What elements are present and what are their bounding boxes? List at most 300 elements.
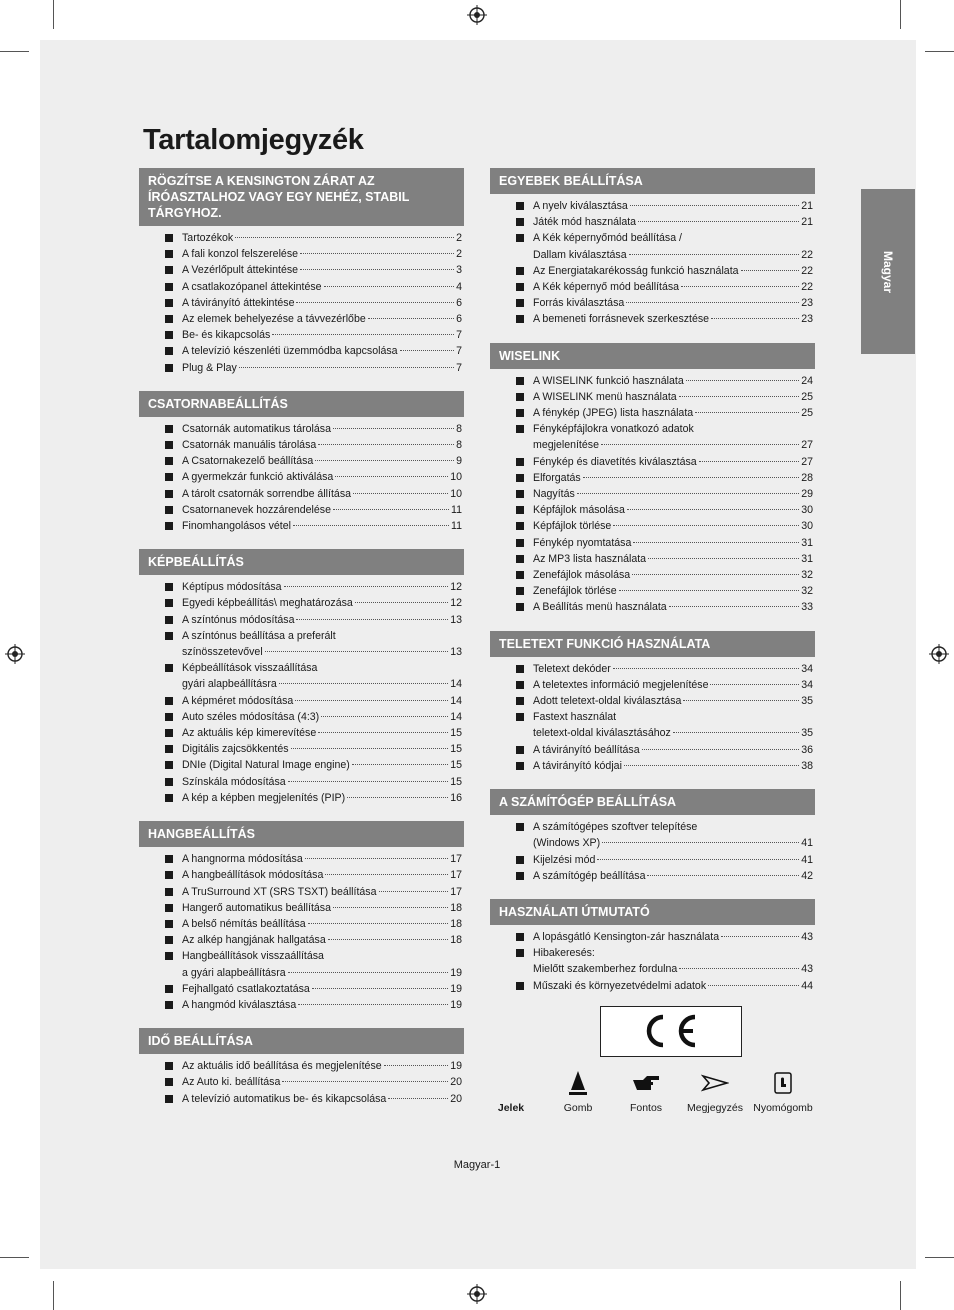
square-bullet-icon	[516, 587, 524, 595]
toc-entry[interactable]	[139, 790, 464, 806]
toc-entry-title: színösszetevővel	[182, 646, 263, 659]
dot-leader	[681, 286, 799, 287]
toc-entry-title: Műszaki és környezetvédelmi adatok	[533, 979, 707, 992]
square-bullet-icon	[165, 794, 173, 802]
toc-entry-line	[533, 311, 813, 327]
toc-page-number: 38	[801, 759, 813, 772]
square-bullet-icon	[165, 855, 173, 863]
toc-entry-line	[533, 198, 813, 214]
square-bullet-icon	[165, 713, 173, 721]
toc-entry-content	[182, 595, 462, 611]
square-bullet-icon	[516, 299, 524, 307]
toc-page-number: 13	[450, 613, 462, 626]
toc-entry[interactable]	[139, 579, 464, 595]
page-number: Magyar-1	[453, 1159, 501, 1171]
toc-entry[interactable]	[490, 373, 815, 389]
toc-entry[interactable]	[490, 486, 815, 502]
toc-entry-list	[490, 661, 815, 774]
toc-entry-line	[533, 693, 813, 709]
page-title: Tartalomjegyzék	[143, 124, 364, 156]
toc-entry[interactable]	[139, 1074, 464, 1090]
toc-entry-line	[533, 535, 813, 551]
toc-page-number: 17	[450, 869, 462, 882]
toc-entry-line	[533, 661, 813, 677]
dot-leader	[379, 891, 449, 892]
toc-entry[interactable]	[139, 453, 464, 469]
dot-leader	[347, 797, 448, 798]
toc-entry[interactable]	[139, 518, 464, 534]
toc-entry-line	[182, 486, 462, 502]
toc-entry[interactable]	[139, 437, 464, 453]
toc-entry-content	[182, 486, 462, 502]
toc-page-number: 22	[801, 248, 813, 261]
square-bullet-icon	[165, 506, 173, 514]
toc-page-number: 22	[801, 281, 813, 294]
toc-entry-line	[182, 343, 462, 359]
toc-entry[interactable]	[490, 470, 815, 486]
toc-entry[interactable]	[490, 742, 815, 758]
toc-entry-content	[533, 373, 813, 389]
square-bullet-icon	[516, 697, 524, 705]
toc-entry-line	[533, 437, 813, 453]
toc-entry-title: Be- és kikapcsolás	[182, 329, 271, 342]
dot-leader	[711, 318, 799, 319]
toc-entry-content	[182, 421, 462, 437]
toc-entry[interactable]	[490, 758, 815, 774]
square-bullet-icon	[516, 458, 524, 466]
toc-entry-content	[182, 343, 462, 359]
dot-leader	[318, 732, 448, 733]
symbol-legend-heading: Jelek	[497, 1102, 525, 1114]
toc-entry[interactable]	[139, 741, 464, 757]
toc-entry-title: Plug & Play	[182, 361, 237, 374]
toc-entry-title: Az aktuális kép kimerevítése	[182, 727, 317, 740]
toc-entry[interactable]	[490, 677, 815, 693]
toc-page-number: 18	[450, 917, 462, 930]
toc-entry-content	[182, 709, 462, 725]
dot-leader	[272, 334, 454, 335]
toc-entry[interactable]	[490, 599, 815, 615]
dot-leader	[368, 318, 454, 319]
toc-entry[interactable]	[490, 551, 815, 567]
toc-entry[interactable]	[490, 567, 815, 583]
toc-entry-title: A Beállítás menü használata	[533, 601, 667, 614]
toc-entry-content	[533, 978, 813, 994]
toc-entry-title: A WISELINK funkció használata	[533, 374, 684, 387]
toc-page-number: 27	[801, 455, 813, 468]
toc-entry-content	[533, 486, 813, 502]
dot-leader	[305, 858, 448, 859]
toc-entry-content	[182, 1058, 462, 1074]
square-bullet-icon	[516, 377, 524, 385]
toc-entry[interactable]	[139, 486, 464, 502]
toc-entry[interactable]	[490, 502, 815, 518]
registration-mark-icon	[5, 644, 25, 664]
dot-leader	[686, 380, 799, 381]
section-header: IDŐ BEÁLLÍTÁSA	[139, 1028, 464, 1054]
toc-entry-line	[533, 819, 813, 835]
toc-entry[interactable]	[490, 868, 815, 884]
toc-entry[interactable]	[490, 279, 815, 295]
toc-entry-title: Képfájlok törlése	[533, 520, 612, 533]
toc-entry[interactable]	[139, 628, 464, 660]
toc-page-number: 19	[450, 966, 462, 979]
toc-entry[interactable]	[139, 311, 464, 327]
square-bullet-icon	[165, 599, 173, 607]
dot-leader	[308, 923, 449, 924]
toc-entry-content	[533, 405, 813, 421]
toc-entry-content	[182, 916, 462, 932]
toc-entry[interactable]	[139, 262, 464, 278]
toc-entry-line	[182, 851, 462, 867]
dot-leader	[638, 221, 799, 222]
toc-entry[interactable]	[490, 852, 815, 868]
dot-leader	[324, 286, 455, 287]
toc-entry-content	[533, 852, 813, 868]
toc-entry[interactable]	[139, 1058, 464, 1074]
section-header: CSATORNABEÁLLÍTÁS	[139, 391, 464, 417]
square-bullet-icon	[165, 729, 173, 737]
section-header: EGYEBEK BEÁLLÍTÁSA	[490, 168, 815, 194]
toc-page-number: 23	[801, 313, 813, 326]
toc-entry[interactable]	[139, 279, 464, 295]
dot-leader	[613, 525, 799, 526]
square-bullet-icon	[516, 762, 524, 770]
toc-entry[interactable]	[139, 595, 464, 611]
toc-entry-line	[182, 676, 462, 692]
square-bullet-icon	[516, 234, 524, 242]
toc-entry[interactable]	[490, 978, 815, 994]
dot-leader	[597, 859, 799, 860]
toc-page-number: 29	[801, 488, 813, 501]
toc-entry-title: A bemeneti forrásnevek szerkesztése	[533, 313, 710, 326]
toc-entry[interactable]	[139, 421, 464, 437]
toc-page-number: 6	[456, 296, 462, 309]
dot-leader	[632, 574, 799, 575]
toc-page-number: 21	[801, 216, 813, 229]
square-bullet-icon	[165, 250, 173, 258]
toc-entry-content	[533, 263, 813, 279]
toc-entry[interactable]	[490, 421, 815, 453]
toc-entry[interactable]	[139, 1091, 464, 1107]
toc-entry[interactable]	[490, 389, 815, 405]
toc-entry-title: a gyári alapbeállításra	[182, 966, 286, 979]
toc-entry[interactable]	[139, 851, 464, 867]
toc-left-column	[139, 168, 464, 1122]
toc-entry-title: (Windows XP)	[533, 837, 601, 850]
toc-entry[interactable]	[139, 502, 464, 518]
square-bullet-icon	[165, 871, 173, 879]
toc-entry[interactable]	[139, 981, 464, 997]
square-bullet-icon	[165, 266, 173, 274]
crop-mark	[53, 1281, 54, 1310]
toc-entry-content	[182, 660, 462, 692]
toc-entry-content	[182, 327, 462, 343]
toc-entry[interactable]	[490, 945, 815, 977]
toc-entry-line	[182, 230, 462, 246]
toc-entry[interactable]	[490, 819, 815, 851]
symbol-push-button	[750, 1068, 816, 1114]
toc-entry-content	[182, 948, 462, 980]
square-bullet-icon	[516, 665, 524, 673]
dot-leader	[630, 205, 799, 206]
toc-entry[interactable]	[139, 884, 464, 900]
dot-leader	[335, 476, 448, 477]
symbol-label: Nyomógomb	[753, 1102, 813, 1114]
toc-entry-content	[533, 567, 813, 583]
toc-entry-content	[533, 279, 813, 295]
toc-entry[interactable]	[490, 214, 815, 230]
toc-page-number: 12	[450, 597, 462, 610]
toc-entry[interactable]	[490, 311, 815, 327]
toc-entry-content	[533, 518, 813, 534]
dot-leader	[626, 302, 799, 303]
toc-entry[interactable]	[139, 709, 464, 725]
square-bullet-icon	[516, 474, 524, 482]
square-bullet-icon	[165, 985, 173, 993]
toc-entry-title: A WISELINK menü használata	[533, 390, 677, 403]
toc-entry-title: A televízió készenléti üzemmódba kapcsolása	[182, 345, 398, 358]
toc-entry-title: A színtónus módosítása	[182, 613, 295, 626]
toc-entry[interactable]	[139, 660, 464, 692]
toc-entry-content	[533, 295, 813, 311]
toc-entry-content	[182, 311, 462, 327]
toc-entry-title: Teletext dekóder	[533, 662, 611, 675]
square-bullet-icon	[516, 425, 524, 433]
square-bullet-icon	[516, 490, 524, 498]
push-button-icon	[773, 1071, 793, 1095]
toc-entry-title: A távirányító kódjai	[533, 759, 622, 772]
toc-entry-line	[182, 518, 462, 534]
toc-page-number: 43	[801, 963, 813, 976]
toc-entry-line	[182, 997, 462, 1013]
square-bullet-icon	[165, 457, 173, 465]
toc-entry-title: Elforgatás	[533, 471, 581, 484]
toc-entry-line	[533, 486, 813, 502]
toc-page-number: 35	[801, 727, 813, 740]
toc-entry-line	[533, 868, 813, 884]
toc-entry-content	[533, 677, 813, 693]
toc-page-number: 3	[456, 264, 462, 277]
toc-entry[interactable]	[490, 583, 815, 599]
toc-entry[interactable]	[490, 929, 815, 945]
toc-entry-line	[182, 295, 462, 311]
toc-entry-list	[139, 579, 464, 806]
square-bullet-icon	[165, 347, 173, 355]
toc-entry-title: A teletextes információ megjelenítése	[533, 678, 709, 691]
toc-entry-line	[533, 263, 813, 279]
dot-leader	[321, 716, 448, 717]
dot-leader	[601, 444, 799, 445]
toc-entry[interactable]	[139, 948, 464, 980]
toc-page-number: 14	[450, 710, 462, 723]
toc-entry-content	[182, 790, 462, 806]
toc-entry[interactable]	[139, 997, 464, 1013]
toc-entry[interactable]	[139, 774, 464, 790]
dot-leader	[679, 968, 799, 969]
dot-leader	[388, 1098, 448, 1099]
toc-entry-content	[533, 470, 813, 486]
toc-page-number: 9	[456, 455, 462, 468]
toc-entry-line	[182, 709, 462, 725]
square-bullet-icon	[165, 473, 173, 481]
symbol-legend-heading-wrap	[490, 1068, 532, 1114]
toc-section	[139, 549, 464, 806]
toc-entry[interactable]	[490, 295, 815, 311]
toc-entry-title: Fejhallgató csatlakoztatása	[182, 982, 310, 995]
toc-entry-line	[533, 230, 813, 246]
toc-page-number: 30	[801, 504, 813, 517]
toc-entry-content	[182, 725, 462, 741]
toc-section	[139, 168, 464, 376]
square-bullet-icon	[165, 632, 173, 640]
toc-entry-content	[182, 1091, 462, 1107]
toc-section	[490, 899, 815, 994]
toc-entry[interactable]	[490, 709, 815, 741]
dot-leader	[721, 936, 799, 937]
square-bullet-icon	[516, 949, 524, 957]
square-bullet-icon	[516, 218, 524, 226]
toc-page-number: 7	[456, 329, 462, 342]
toc-page-number: 14	[450, 694, 462, 707]
toc-entry-content	[533, 198, 813, 214]
dot-leader	[288, 972, 449, 973]
toc-page-number: 7	[456, 361, 462, 374]
square-bullet-icon	[516, 856, 524, 864]
toc-page-number: 16	[450, 791, 462, 804]
pointing-hand-icon	[631, 1072, 661, 1094]
toc-entry[interactable]	[490, 230, 815, 262]
dot-leader	[384, 1065, 449, 1066]
toc-entry-line	[533, 978, 813, 994]
toc-page-number: 42	[801, 869, 813, 882]
toc-entry-line	[533, 852, 813, 868]
crop-mark	[0, 51, 29, 52]
toc-entry-title: Digitális zajcsökkentés	[182, 743, 289, 756]
toc-page-number: 8	[456, 422, 462, 435]
toc-entry-content	[182, 612, 462, 628]
square-bullet-icon	[165, 936, 173, 944]
dot-leader	[296, 302, 454, 303]
toc-page-number: 34	[801, 678, 813, 691]
toc-page-number: 24	[801, 374, 813, 387]
toc-entry-line	[182, 981, 462, 997]
toc-entry-content	[533, 230, 813, 262]
toc-entry-content	[182, 469, 462, 485]
square-bullet-icon	[516, 933, 524, 941]
toc-entry-line	[182, 948, 462, 964]
toc-entry-title: Színskála módosítása	[182, 775, 286, 788]
toc-page-number: 17	[450, 885, 462, 898]
toc-entry[interactable]	[139, 327, 464, 343]
toc-entry-title: Képbeállítások visszaállítása	[182, 662, 318, 675]
toc-page-number: 13	[450, 646, 462, 659]
toc-entry[interactable]	[490, 693, 815, 709]
toc-page-number: 44	[801, 979, 813, 992]
square-bullet-icon	[516, 982, 524, 990]
toc-entry[interactable]	[490, 405, 815, 421]
toc-entry[interactable]	[139, 295, 464, 311]
toc-entry-line	[182, 311, 462, 327]
toc-page-number: 2	[456, 248, 462, 261]
toc-entry[interactable]	[139, 932, 464, 948]
toc-entry[interactable]	[139, 757, 464, 773]
toc-entry[interactable]	[139, 693, 464, 709]
toc-entry-content	[182, 981, 462, 997]
toc-entry[interactable]	[139, 469, 464, 485]
toc-entry[interactable]	[139, 725, 464, 741]
toc-page-number: 41	[801, 837, 813, 850]
toc-entry[interactable]	[139, 916, 464, 932]
toc-entry[interactable]	[490, 518, 815, 534]
square-bullet-icon	[165, 952, 173, 960]
toc-entry-title: Adott teletext-oldal kiválasztása	[533, 695, 682, 708]
ce-mark-icon	[601, 1007, 741, 1056]
square-bullet-icon	[516, 681, 524, 689]
toc-entry-line	[182, 453, 462, 469]
square-bullet-icon	[165, 745, 173, 753]
toc-entry-content	[533, 389, 813, 405]
toc-entry-content	[533, 945, 813, 977]
dot-leader	[279, 683, 448, 684]
toc-entry-title: A számítógépes szoftver telepítése	[533, 821, 698, 834]
toc-entry[interactable]	[139, 867, 464, 883]
dot-leader	[679, 396, 800, 397]
toc-entry-title: Csatornák automatikus tárolása	[182, 422, 331, 435]
square-bullet-icon	[165, 904, 173, 912]
toc-entry-line	[533, 421, 813, 437]
toc-entry[interactable]	[139, 246, 464, 262]
section-header: A SZÁMÍTÓGÉP BEÁLLÍTÁSA	[490, 789, 815, 815]
dot-leader	[710, 684, 799, 685]
toc-entry-title: Egyedi képbeállítás\ meghatározása	[182, 597, 353, 610]
square-bullet-icon	[165, 616, 173, 624]
toc-entry[interactable]	[490, 454, 815, 470]
toc-entry[interactable]	[139, 230, 464, 246]
toc-entry-content	[182, 230, 462, 246]
toc-entry-content	[533, 311, 813, 327]
toc-entry-list	[490, 373, 815, 616]
square-bullet-icon	[165, 697, 173, 705]
section-header: WISELINK	[490, 343, 815, 369]
section-header: KÉPBEÁLLÍTÁS	[139, 549, 464, 575]
toc-entry-line	[533, 502, 813, 518]
square-bullet-icon	[165, 315, 173, 323]
toc-entry[interactable]	[490, 535, 815, 551]
language-side-tab	[861, 189, 915, 354]
toc-entry-list	[490, 819, 815, 884]
symbol-label: Megjegyzés	[686, 1102, 744, 1114]
toc-entry-content	[182, 502, 462, 518]
toc-entry-line	[182, 741, 462, 757]
toc-entry-content	[182, 628, 462, 660]
toc-entry[interactable]	[139, 900, 464, 916]
toc-page-number: 31	[801, 536, 813, 549]
toc-entry[interactable]	[139, 360, 464, 376]
toc-entry[interactable]	[139, 343, 464, 359]
toc-entry-content	[533, 583, 813, 599]
toc-entry-content	[533, 742, 813, 758]
toc-entry[interactable]	[490, 661, 815, 677]
toc-entry-title: A Kék képernyő mód beállítása	[533, 281, 680, 294]
dot-leader	[400, 350, 455, 351]
toc-entry-content	[533, 599, 813, 615]
toc-entry[interactable]	[139, 612, 464, 628]
toc-entry-line	[182, 1058, 462, 1074]
toc-entry[interactable]	[490, 263, 815, 279]
toc-entry[interactable]	[490, 198, 815, 214]
toc-entry-title: A tárolt csatornák sorrendbe állítása	[182, 487, 352, 500]
